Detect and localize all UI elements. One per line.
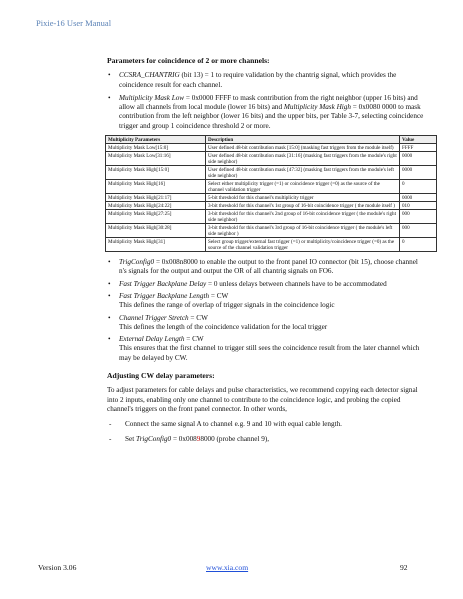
bullet-description: This defines the length of the coincidence validation for the local trigger [119, 322, 328, 331]
section-heading-coincidence: Parameters for coincidence of 2 or more channels: [107, 56, 270, 65]
desc-cell: 3-bit threshold for this channel's 1st group of 16-bit coincidence trigger ( the module itself ) [206, 202, 400, 210]
running-header: Pixie-16 User Manual [36, 18, 112, 28]
bullet-backplane-length [107, 292, 425, 311]
bullet-description: This ensures that the first channel to trigger still sees the coincidence result from the later channel which may be delayed by CW. [119, 344, 420, 362]
cw-delay-section [107, 371, 425, 444]
table-header-row [106, 136, 437, 144]
footer-link[interactable]: www.xia.com [206, 563, 249, 572]
param-name: Fast Trigger Backplane Delay [119, 279, 207, 288]
dash-text: = 0x008 [171, 434, 197, 443]
page-body [107, 56, 425, 449]
highlighted-digit: 9 [196, 434, 201, 443]
desc-cell: 3-bit threshold for this channel's 3rd group of 16-bit coincidence trigger ( the module's left side neighbor ) [206, 224, 400, 238]
table-row [106, 202, 437, 210]
param-name: CCSRA_CHANTRIG [119, 71, 180, 80]
table-row [106, 210, 437, 224]
param-name: Channel Trigger Stretch [119, 313, 189, 322]
bullet-external-delay [107, 335, 425, 363]
table-row [106, 144, 437, 152]
value-cell: 010 [400, 202, 437, 210]
bullet-multiplicity-mask [107, 94, 425, 131]
footer-version: Version 3.06 [38, 563, 77, 572]
param-cell: Multiplicity Mask Low[15:0] [106, 144, 206, 152]
value-cell: 000 [400, 224, 437, 238]
dash-text: Set [125, 434, 136, 443]
bullet-backplane-delay [107, 280, 425, 289]
desc-cell: 3-bit threshold for this channel's 2nd group of 16-bit coincidence trigger ( the module's right side neighbor) [206, 210, 400, 224]
param-name: Multiplicity Mask High [283, 103, 351, 112]
bullet-ccsra [107, 71, 425, 90]
value-cell: 0 [400, 238, 437, 252]
desc-cell: User defined 48-bit contribution mask [47:32] (masking fast triggers from the module's left side neighbor) [206, 166, 400, 180]
param-cell: Multiplicity Mask High[24:22] [106, 202, 206, 210]
table-row [106, 166, 437, 180]
bullet-text: = 0x0000 FFFF to mask contribution from the right neighbor (upper 16 bits) and allow all channels from local module (lower 16 bits) and [119, 93, 418, 112]
bullet-text: = CW [209, 291, 229, 300]
bullet-trigconfig [107, 258, 425, 277]
value-cell: 000 [400, 210, 437, 224]
value-cell: 0 [400, 180, 437, 194]
param-name: TrigConfig0 [135, 434, 172, 443]
param-cell: Multiplicity Mask High[31] [106, 238, 206, 252]
table-row [106, 224, 437, 238]
dash-item: - Connect the same signal A to channel e.g. 9 and 10 with equal cable length. [109, 420, 342, 429]
param-name: Fast Trigger Backplane Length [119, 291, 210, 300]
desc-cell: 5-bit threshold for this channel's multiplicity trigger [206, 194, 400, 202]
multiplicity-parameters-table [105, 135, 437, 252]
desc-cell: Select either multiplicity trigger (=1) or coincidence trigger (=0) as the source of the channel validation trigger [206, 180, 400, 194]
value-cell: 0000 [400, 194, 437, 202]
bullet-description: This defines the range of overlap of trigger signals in the coincidence logic [119, 301, 335, 310]
desc-cell: Select group trigger/external fast trigger (=1) or multiplicity/coincidence trigger (=0) as the source of the channel validation trigger [206, 238, 400, 252]
desc-cell: User defined 48-bit contribution mask [15:0] (masking fast triggers from the module itself) [206, 144, 400, 152]
value-cell: 0000 [400, 152, 437, 166]
param-cell: Multiplicity Mask High[30:28] [106, 224, 206, 238]
dash-item: - Set TrigConfig0 = 0x00898000 (probe channel 9), [109, 434, 270, 443]
column-header: Description [206, 136, 400, 144]
table-row [106, 238, 437, 252]
paragraph: To adjust parameters for cable delays and pulse characteristics, we recommend copying each detector signal into 2 inputs, enabling only one channel to contribute to the coincidence logic, and probing the copied channel's triggers on the front panel connector. In other words, [107, 386, 418, 413]
bullet-text: = CW [184, 335, 204, 344]
table-row [106, 180, 437, 194]
param-name: Multiplicity Mask Low [119, 93, 185, 102]
param-cell: Multiplicity Mask High[16] [106, 180, 206, 194]
bullet-text: = 0x0080 0000 to mask contribution from the left neighbor (lower 16 bits) and the upper bits, per Table 3-7, selecting coincidence trigger and group 1 coincidence threshold 2 or more. [119, 103, 424, 130]
param-cell: Multiplicity Mask High[21:17] [106, 194, 206, 202]
table-row [106, 194, 437, 202]
bullet-text: = 0 unless delays between channels have to be accommodated [206, 279, 387, 288]
param-name: TrigConfig0 [119, 258, 155, 267]
bullet-text: = CW [188, 313, 208, 322]
column-header: Multiplicity Parameters [106, 136, 206, 144]
bullet-text: (bit 13) = 1 to require validation by the chantrig signal, which provides the coincidence result for each channel. [119, 71, 397, 89]
table-row [106, 152, 437, 166]
param-cell: Multiplicity Mask Low[31:16] [106, 152, 206, 166]
param-cell: Multiplicity Mask High[27:25] [106, 210, 206, 224]
dash-text: 8000 (probe channel 9), [200, 434, 270, 443]
bullet-list-2 [107, 258, 425, 363]
dash-text: Connect the same signal A to channel e.g. 9 and 10 with equal cable length. [125, 420, 342, 429]
bullet-text: = 0x008n8000 to enable the output to the front panel IO connector (bit 15), choose channel n's signals for the output and output the OR of all chantrig signals on FO6. [119, 258, 418, 276]
bullet-trigger-stretch [107, 314, 425, 333]
param-name: External Delay Length [119, 335, 185, 344]
column-header: Value [400, 136, 437, 144]
section-heading-cw-delay: Adjusting CW delay parameters: [107, 371, 215, 381]
desc-cell: User defined 48-bit contribution mask [31:16] (masking fast triggers from the module's right side neighbor) [206, 152, 400, 166]
value-cell: 0000 [400, 166, 437, 180]
bullet-list-1 [107, 71, 425, 131]
param-cell: Multiplicity Mask High[15:0] [106, 166, 206, 180]
value-cell: FFFF [400, 144, 437, 152]
page-number: 92 [400, 563, 408, 572]
